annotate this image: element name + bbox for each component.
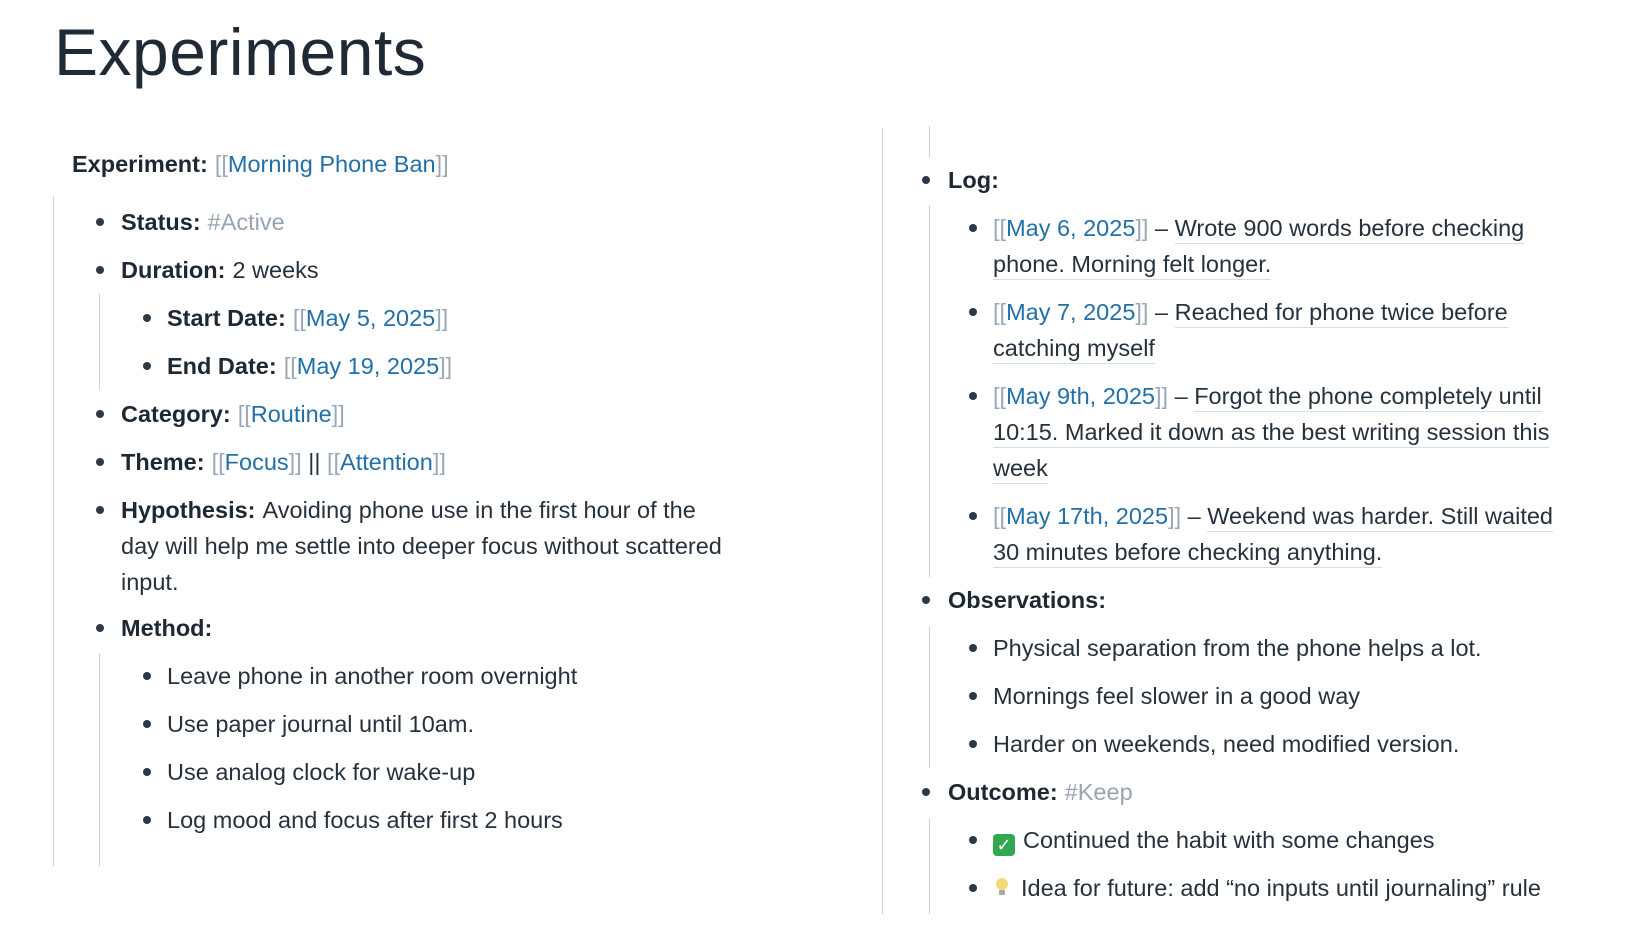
observations-line xyxy=(948,582,1106,618)
bullet-log-entry xyxy=(969,308,977,316)
log-text-1b[interactable]: phone. Morning felt longer. xyxy=(993,251,1271,280)
category-line: Category: [[Routine]] xyxy=(121,401,345,427)
log-text-2b[interactable]: catching myself xyxy=(993,335,1155,364)
link-brackets-open: [[ xyxy=(214,151,228,177)
log-entry-3-line-2 xyxy=(993,414,1549,450)
theme-separator: || xyxy=(308,449,321,475)
right-guide-log xyxy=(929,205,930,577)
log-entry-1-line-1: [[May 6, 2025]] – Wrote 900 words before checking xyxy=(993,210,1524,246)
hypothesis-label: Hypothesis: xyxy=(121,497,256,523)
experiment-link[interactable]: Morning Phone Ban xyxy=(227,151,436,177)
category-link[interactable]: Routine xyxy=(250,401,332,427)
outcome-tag[interactable]: #Keep xyxy=(1064,779,1133,805)
log-date-link-3[interactable]: May 9th, 2025 xyxy=(1006,383,1155,409)
log-text-3a[interactable]: Forgot the phone completely until xyxy=(1194,383,1542,412)
bullet-observation xyxy=(969,692,977,700)
status-label: Status: xyxy=(121,209,201,235)
theme-line: Theme: [[Focus]] || [[Attention]] xyxy=(121,449,446,475)
observation-2 xyxy=(993,678,1360,714)
bullet-log-entry xyxy=(969,392,977,400)
bullet-observations xyxy=(922,596,930,604)
right-guide-top xyxy=(929,126,930,158)
log-text-4b[interactable]: 30 minutes before checking anything. xyxy=(993,539,1382,568)
log-entry-3-line-1: [[May 9th, 2025]] – Forgot the phone completely until xyxy=(993,378,1542,414)
bullet-outcome-item xyxy=(969,884,977,892)
log-dash-1: – xyxy=(1155,215,1169,241)
observation-text-3: Harder on weekends, need modified version. xyxy=(993,731,1460,757)
method-text-1: Leave phone in another room overnight xyxy=(167,663,578,689)
log-text-2a[interactable]: Reached for phone twice before xyxy=(1175,299,1508,328)
log-dash-3: – xyxy=(1174,383,1188,409)
experiment-label: Experiment: xyxy=(72,151,208,177)
bullet-log-entry xyxy=(969,224,977,232)
log-text-3b[interactable]: 10:15. Marked it down as the best writing session this xyxy=(993,419,1549,448)
log-entry-1-line-2 xyxy=(993,246,1271,282)
page-title: Experiments xyxy=(54,15,427,89)
bullet-outcome xyxy=(922,788,930,796)
start-date-line: Start Date: [[May 5, 2025]] xyxy=(167,305,449,331)
log-line xyxy=(948,162,999,198)
log-entry-2-line-1: [[May 7, 2025]] – Reached for phone twice before xyxy=(993,294,1508,330)
theme-label: Theme: xyxy=(121,449,205,475)
method-label: Method: xyxy=(121,615,213,641)
right-guide-outcome xyxy=(929,818,930,914)
method-text-3: Use analog clock for wake-up xyxy=(167,759,476,785)
observations-label: Observations: xyxy=(948,587,1107,613)
hypothesis-text-1: Avoiding phone use in the first hour of the xyxy=(262,497,696,523)
outcome-item-2 xyxy=(993,870,1541,906)
observation-text-1: Physical separation from the phone helps a lot. xyxy=(993,635,1482,661)
bullet-log xyxy=(922,176,930,184)
end-date-link[interactable]: May 19, 2025 xyxy=(296,353,440,379)
bullet-outcome-item xyxy=(969,836,977,844)
log-date-link-2[interactable]: May 7, 2025 xyxy=(1006,299,1136,325)
outcome-label: Outcome: xyxy=(948,779,1058,805)
bullet-observation xyxy=(969,740,977,748)
bullet-log-entry xyxy=(969,512,977,520)
observation-text-2: Mornings feel slower in a good way xyxy=(993,683,1361,709)
right-guide-observations xyxy=(929,626,930,768)
log-text-3c[interactable]: week xyxy=(993,455,1048,484)
status-tag[interactable]: #Active xyxy=(207,209,285,235)
duration-value: 2 weeks xyxy=(232,257,319,283)
method-text-4: Log mood and focus after first 2 hours xyxy=(167,807,563,833)
log-entry-4-line-1: [[May 17th, 2025]] – Weekend was harder. Still waited xyxy=(993,498,1553,534)
method-text-2: Use paper journal until 10am. xyxy=(167,711,474,737)
theme-link-focus[interactable]: Focus xyxy=(224,449,289,475)
category-label: Category: xyxy=(121,401,231,427)
outcome-line xyxy=(948,774,1133,810)
end-date-line: End Date: [[May 19, 2025]] xyxy=(167,353,453,379)
end-date-label: End Date: xyxy=(167,353,277,379)
start-date-link[interactable]: May 5, 2025 xyxy=(305,305,436,331)
log-label: Log: xyxy=(948,167,999,193)
log-dash-4: – xyxy=(1187,503,1201,529)
start-date-label: Start Date: xyxy=(167,305,286,331)
log-date-link-4[interactable]: May 17th, 2025 xyxy=(1006,503,1169,529)
link-brackets-close: ]] xyxy=(435,151,449,177)
log-dash-2: – xyxy=(1155,299,1169,325)
outcome-item-1 xyxy=(993,822,1435,858)
light-bulb-icon xyxy=(993,876,1011,898)
observation-1 xyxy=(993,630,1482,666)
log-date-link-1[interactable]: May 6, 2025 xyxy=(1006,215,1136,241)
duration-label: Duration: xyxy=(121,257,226,283)
check-mark-icon: ✓ xyxy=(993,834,1015,856)
bullet-observation xyxy=(969,644,977,652)
hypothesis-text-2: day will help me settle into deeper focus without scattered xyxy=(121,533,722,559)
log-entry-4-line-2 xyxy=(993,534,1382,570)
hypothesis-text-3: input. xyxy=(121,569,179,595)
outcome-text-1: Continued the habit with some changes xyxy=(1023,827,1435,853)
log-entry-2-line-2 xyxy=(993,330,1155,366)
theme-link-attention[interactable]: Attention xyxy=(340,449,433,475)
log-entry-3-line-3 xyxy=(993,450,1048,486)
observation-3 xyxy=(993,726,1459,762)
log-text-4a[interactable]: Weekend was harder. Still waited xyxy=(1207,503,1553,532)
outcome-text-2: Idea for future: add “no inputs until journaling” rule xyxy=(1021,875,1541,901)
log-text-1a[interactable]: Wrote 900 words before checking xyxy=(1175,215,1525,244)
